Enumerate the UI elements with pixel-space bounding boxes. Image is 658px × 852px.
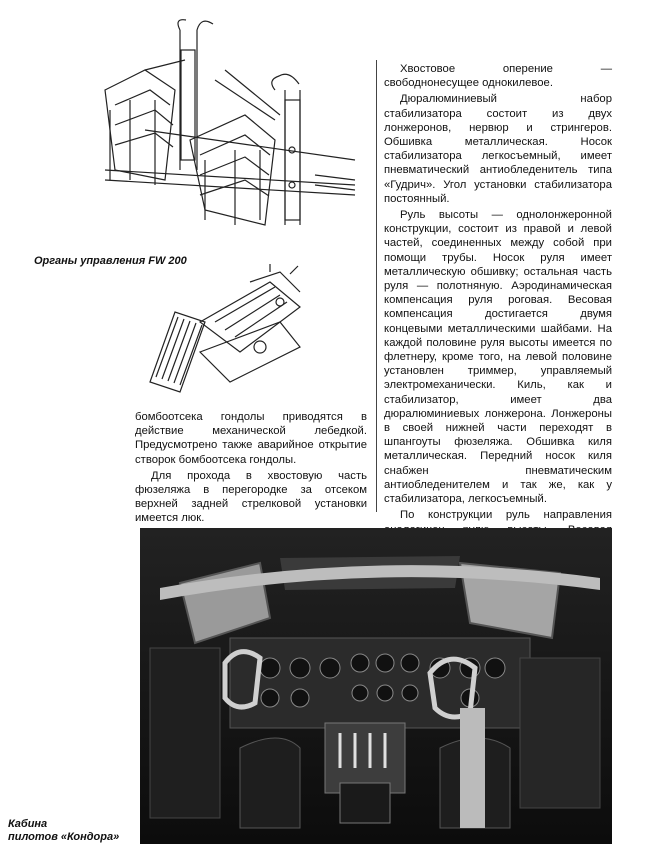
right-paragraph-1: Хвостовое оперение — свободнонесущее однокилевое. bbox=[384, 63, 612, 90]
right-paragraph-2: Дюралюминиевый набор стабилизатора состоит из двух лонжеронов, нервюр и стрингеров. Обшивка металлическая. Носок стабилизатора легкосъемный, имеет пневматический антиобледенитель типа «Гудрич». Угол установки стабилизатора постоянный. bbox=[384, 93, 612, 205]
left-paragraph-1: бомбоотсека гондолы приводятся в действие механической лебедкой. Предусмотрено также аварийное открытие створок бомбоотсека гондолы. bbox=[135, 411, 367, 466]
cockpit-caption-line-1: Кабина bbox=[8, 818, 48, 830]
pedal-illustration bbox=[140, 262, 320, 402]
right-text-column bbox=[384, 62, 612, 553]
controls-illustration bbox=[85, 10, 365, 255]
right-paragraph-3: Руль высоты — однолонжеронной конструкции, состоит из правой и левой частей, соединенных между собой при помощи трубы. Носок руля имеет металлическую обшивку; остальная часть руля — полотняную. Аэродинамическая компенсация руля роговая. Весовая компенсация достигается двумя концевыми металлическими шайбами. На каждой половине руля высоты имеется по флетнеру, кроме того, на левой половине установлен триммер, управляемый электромеханически. Киль, как и стабилизатор, имеет два дюралюминиевых лонжерона. Лонжероны в своей нижней части переходят в шпангоуты фюзеляжа. Обшивка киля металлическая. Передний носок киля снабжен пневматическим антиобледенителем и так же, как у стабилизатора, легкосъемный. bbox=[384, 209, 612, 506]
right-paragraph-4: По конструкции руль направления bbox=[400, 509, 612, 522]
cockpit-photo bbox=[140, 528, 612, 844]
controls-caption: Органы управления FW 200 bbox=[34, 255, 187, 267]
column-divider bbox=[376, 60, 377, 512]
left-text-column bbox=[135, 410, 367, 528]
cockpit-caption bbox=[8, 818, 119, 844]
cockpit-caption-line-2: пилотов «Кондора» bbox=[8, 831, 120, 843]
left-paragraph-2: Для прохода в хвостовую часть фюзеляжа в перегородке за отсеком верхней задней стрелковой установки имеется люк. bbox=[135, 469, 367, 525]
